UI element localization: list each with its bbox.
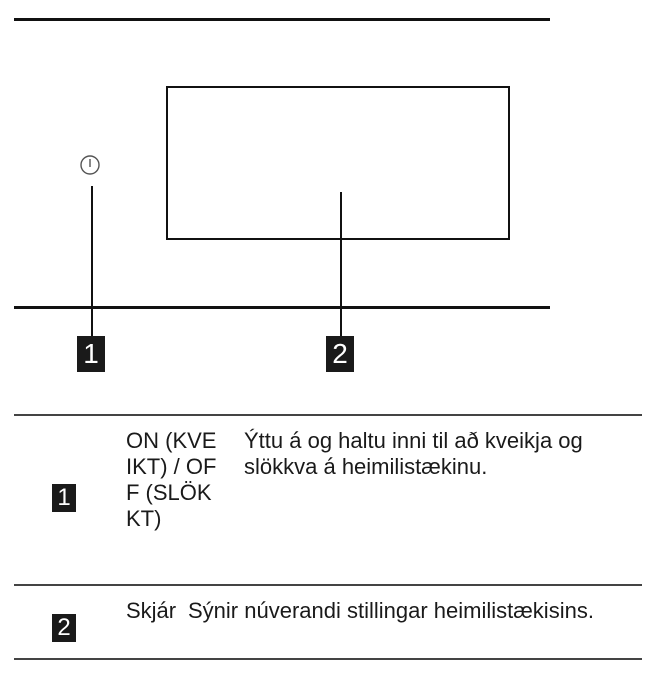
power-icon	[79, 154, 101, 176]
display-screen	[166, 86, 510, 240]
row-1-number-badge: 1	[52, 484, 76, 512]
callout-1-leader	[91, 186, 93, 336]
row-2-number-badge: 2	[52, 614, 76, 642]
panel-bottom-edge	[14, 306, 550, 309]
table-bottom-rule	[14, 658, 642, 660]
row-2-description	[188, 598, 628, 624]
panel-top-edge	[14, 18, 550, 21]
row-2-name: Skjár	[126, 598, 177, 623]
callout-2-badge: 2	[326, 336, 354, 372]
callout-1-badge: 1	[77, 336, 105, 372]
table-top-rule	[14, 414, 642, 416]
table-row-divider	[14, 584, 642, 586]
row-1-name: ON (KVEIKT) / OFF (SLÖKKT)	[126, 428, 217, 531]
row-2-description-text: Sýnir núverandi stillingar heimilistækisins.	[188, 598, 594, 623]
row-1-description: Ýttu á og haltu inni til að kveikja og slökkva á heimilistækinu.	[244, 428, 583, 479]
callout-2-leader	[340, 192, 342, 336]
